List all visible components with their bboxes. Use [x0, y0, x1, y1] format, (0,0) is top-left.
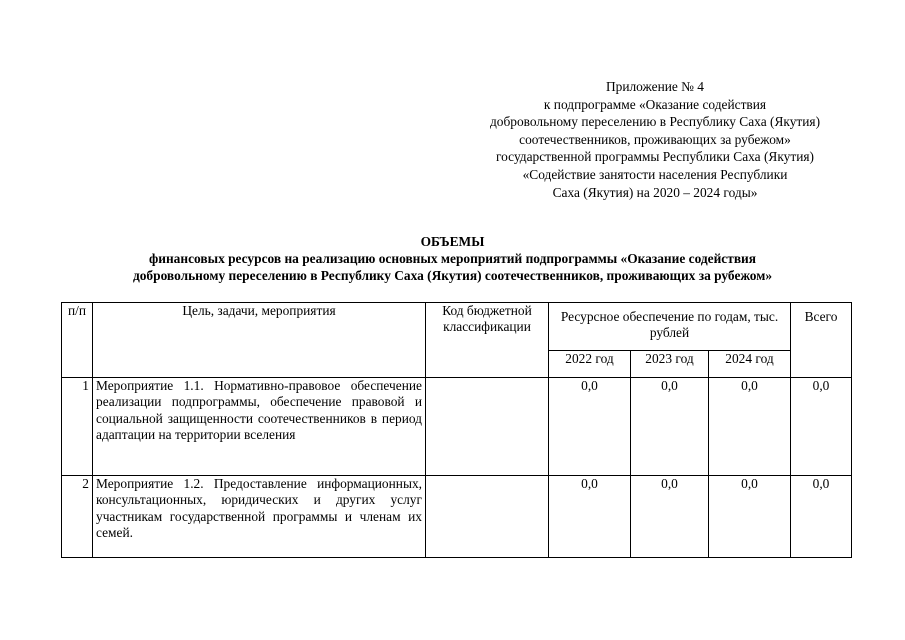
appendix-line: соотечественников, проживающих за рубежом»	[519, 131, 791, 147]
row-value-2022: 0,0	[549, 378, 631, 476]
header-year-2023: 2023 год	[631, 351, 709, 378]
table-header-row	[62, 303, 852, 351]
appendix-line: добровольному переселению в Республику Саха (Якутия)	[489, 114, 821, 130]
appendix-line: Саха (Якутия) на 2020 – 2024 годы»	[552, 184, 758, 200]
resources-table	[61, 302, 852, 558]
table-row	[62, 476, 852, 558]
row-value-total: 0,0	[791, 476, 852, 558]
row-code	[426, 378, 549, 476]
header-year-2022: 2022 год	[549, 351, 631, 378]
heading-line: финансовых ресурсов на реализацию основных мероприятий подпрограммы «Оказание содействия	[148, 251, 757, 266]
row-num: 2	[62, 476, 93, 558]
row-value-2023: 0,0	[631, 476, 709, 558]
row-description: Мероприятие 1.1. Нормативно-правовое обеспечение реализации подпрограммы, обеспечение правовой и социальной защищенности соотечественников в период адаптации на территории вселения	[93, 378, 426, 476]
heading-title: ОБЪЕМЫ	[420, 234, 485, 249]
row-value-total: 0,0	[791, 378, 852, 476]
table-row	[62, 378, 852, 476]
row-value-2023: 0,0	[631, 378, 709, 476]
header-resources: Ресурсное обеспечение по годам, тыс. рублей	[549, 303, 791, 351]
heading-line: добровольному переселению в Республику Саха (Якутия) соотечественников, проживающих за рубежом»	[132, 268, 773, 283]
header-num: п/п	[62, 303, 93, 378]
row-num: 1	[62, 378, 93, 476]
appendix-line: государственной программы Республики Саха (Якутия)	[495, 149, 814, 165]
row-value-2024: 0,0	[709, 378, 791, 476]
appendix-block	[455, 78, 855, 201]
row-code	[426, 476, 549, 558]
row-description: Мероприятие 1.2. Предоставление информационных, консультационных, юридических и других услуг участникам государственной программы и членам их семей.	[93, 476, 426, 558]
row-value-2024: 0,0	[709, 476, 791, 558]
header-code: Код бюджетной классификации	[426, 303, 549, 378]
appendix-line: Приложение № 4	[605, 79, 705, 94]
header-year-2024: 2024 год	[709, 351, 791, 378]
header-goal: Цель, задачи, мероприятия	[93, 303, 426, 378]
document-heading	[0, 233, 905, 284]
appendix-line: «Содействие занятости населения Республики	[522, 166, 788, 182]
header-total: Всего	[791, 303, 852, 378]
row-value-2022: 0,0	[549, 476, 631, 558]
appendix-line: к подпрограмме «Оказание содействия	[543, 96, 767, 112]
